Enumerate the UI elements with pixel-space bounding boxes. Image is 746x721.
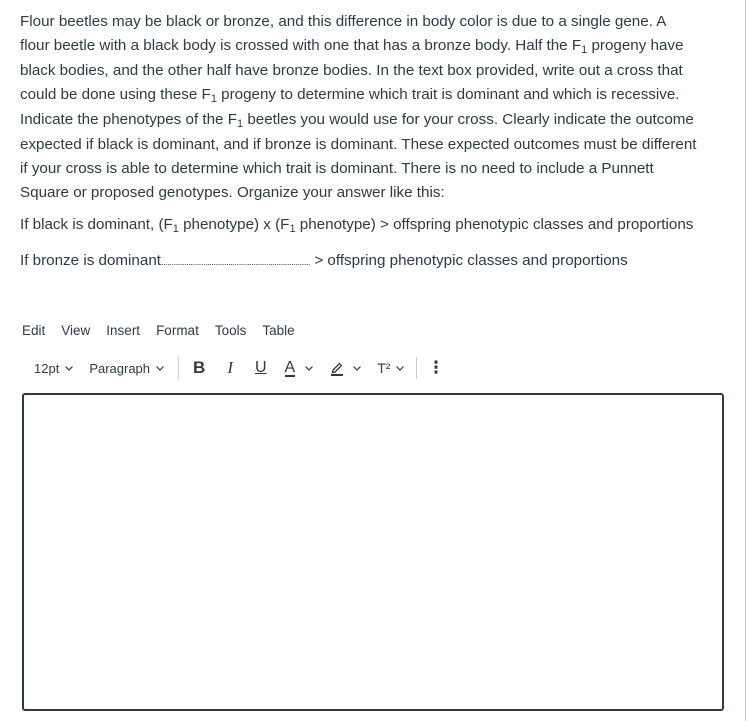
font-size-select[interactable] — [34, 361, 75, 376]
chevron-down-icon — [154, 362, 166, 374]
question-line: expected if black is dominant, and if bronze is dominant. These expected outcomes must be different — [20, 136, 697, 153]
toolbar-divider — [178, 357, 179, 379]
more-vertical-icon[interactable]: ⋮ — [427, 358, 445, 377]
menu-tools[interactable]: Tools — [214, 322, 247, 338]
question-line: flour beetle with a black body is crossed with one that has a bronze body. Half the F1 progeny have — [20, 37, 684, 56]
question-line: Indicate the phenotypes of the F1 beetles you would use for your cross. Clearly indicate the outcome — [20, 111, 694, 130]
block-format-value: Paragraph — [89, 360, 151, 376]
chevron-down-icon — [303, 362, 315, 374]
chevron-down-icon — [63, 362, 75, 374]
chevron-down-icon — [351, 362, 363, 374]
question-line: Square or proposed genotypes. Organize your answer like this: — [20, 184, 445, 201]
menu-format[interactable]: Format — [156, 322, 199, 338]
format-line-black-dominant: If black is dominant, (F1 phenotype) x (F1 phenotype) > offspring phenotypic classes and proportions — [20, 216, 694, 235]
menu-table[interactable]: Table — [262, 322, 295, 338]
question-line: could be done using these F1 progeny to determine which trait is dominant and which is recessive. — [20, 86, 680, 105]
superscript-label: T² — [377, 360, 391, 376]
underline-button[interactable]: U — [254, 359, 267, 376]
pencil-highlight-icon — [329, 359, 345, 377]
block-format-select[interactable] — [89, 361, 166, 376]
question-line: if your cross is able to determine which trait is dominant. There is no need to include a Punnett — [20, 160, 654, 177]
toolbar-divider — [416, 357, 417, 379]
superscript-button[interactable] — [377, 360, 406, 376]
question-line: Flour beetles may be black or bronze, and this difference in body color is due to a single gene. A — [20, 13, 667, 30]
question-line: black bodies, and the other half have bronze bodies. In the text box provided, write out a cross that — [20, 62, 683, 79]
format-line-bronze-dominant: If bronze is dominant....................................................................... > offspring phenotypic classes and proportions — [20, 252, 628, 269]
editor-toolbar — [22, 356, 444, 380]
menu-insert[interactable]: Insert — [106, 322, 141, 338]
italic-button[interactable]: I — [227, 358, 233, 377]
chevron-down-icon — [394, 362, 406, 374]
text-color-icon: A — [284, 358, 296, 376]
menu-edit[interactable]: Edit — [22, 322, 46, 338]
font-size-value: 12pt — [34, 360, 60, 376]
answer-text-box[interactable] — [22, 393, 724, 711]
menu-view[interactable]: View — [61, 322, 91, 338]
highlight-color-button[interactable] — [329, 359, 363, 377]
text-color-button[interactable] — [285, 360, 316, 377]
editor-menubar — [22, 320, 311, 340]
bold-button[interactable]: B — [193, 358, 206, 377]
question-text — [20, 10, 732, 205]
